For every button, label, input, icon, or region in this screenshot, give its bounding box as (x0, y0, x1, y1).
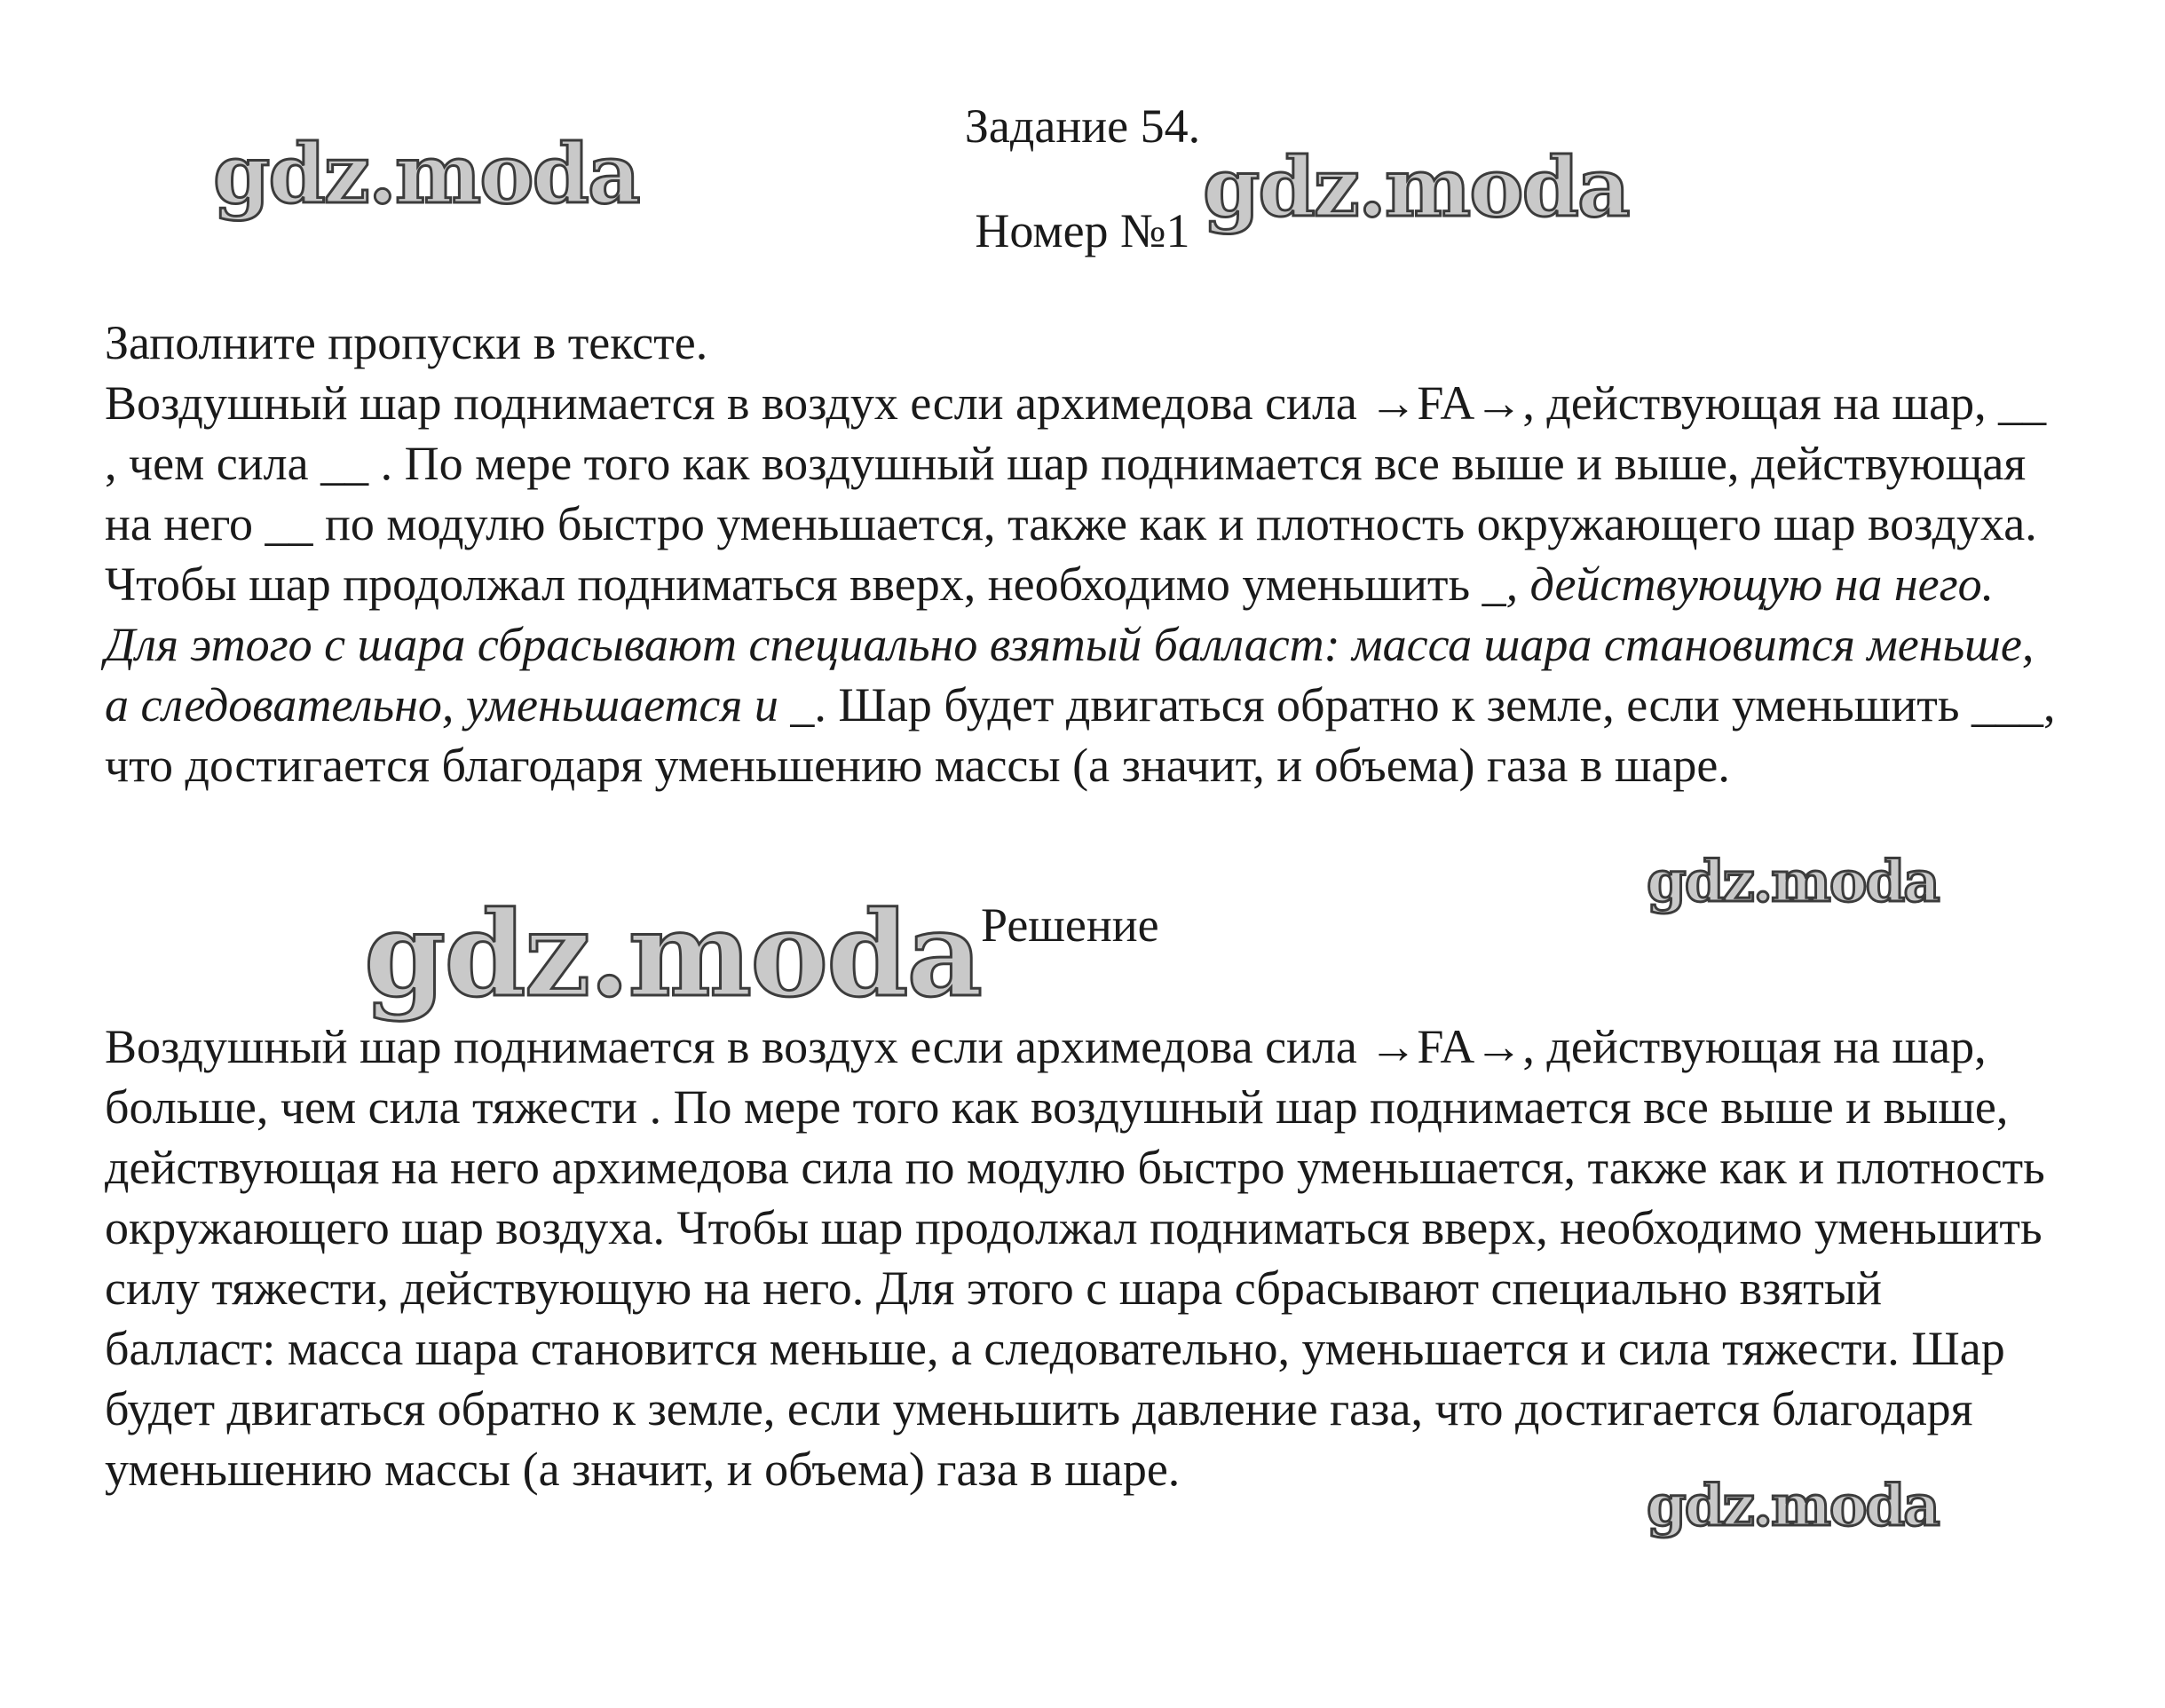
number-title: Номер №1 (975, 204, 1190, 257)
watermark-logo: gdz.moda (1203, 139, 1629, 235)
question-text-italic: , действующую на него. Для этого с шара сбрасывают специально взятый балласт: масса шара становится меньше, а следовательно, уменьшается и _ (105, 557, 2046, 731)
watermark-logo: gdz.moda (364, 886, 982, 1024)
question-text-part2: . Шар будет двигаться обратно к земле, если уменьшить ___, что достигается благодаря уменьшению массы (а значит, и объема) газа в шаре. (105, 678, 2067, 792)
question-instruction: Заполните пропуски в тексте. (105, 316, 708, 369)
watermark-logo: gdz.moda (1647, 849, 1939, 915)
question-text-part1: Воздушный шар поднимается в воздух если архимедова сила →FA→, действующая на шар, __ , чем сила __ . По мере того как воздушный шар поднимается все выше и выше, действующая на него __ по модулю быстро уменьшается, также как и плотность окружающего шар воздуха. Чтобы шар продолжал подниматься вверх, необходимо уменьшить _ (105, 376, 2058, 611)
solution-paragraph: Воздушный шар поднимается в воздух если архимедова сила →FA→, действующая на шар, больше, чем сила тяжести . По мере того как воздушный шар поднимается все выше и выше, действующая на него архимедова сила по модулю быстро уменьшается, также как и плотность окружающего шар воздуха. Чтобы шар продолжал подниматься вверх, необходимо уменьшить силу тяжести, действующую на него. Для этого с шара сбрасывают специально взятый балласт: масса шара становится меньше, а следовательно, уменьшается и сила тяжести. Шар будет двигаться обратно к земле, если уменьшить давление газа, что достигается благодаря уменьшению массы (а значит, и объема) газа в шаре. (105, 1020, 2058, 1496)
watermark-logo: gdz.moda (1647, 1473, 1939, 1539)
watermark-logo: gdz.moda (213, 126, 639, 222)
question-block (105, 312, 2067, 795)
solution-text (105, 1016, 2058, 1499)
task-title: Задание 54. (964, 99, 1201, 153)
solution-label: Решение (981, 898, 1159, 952)
